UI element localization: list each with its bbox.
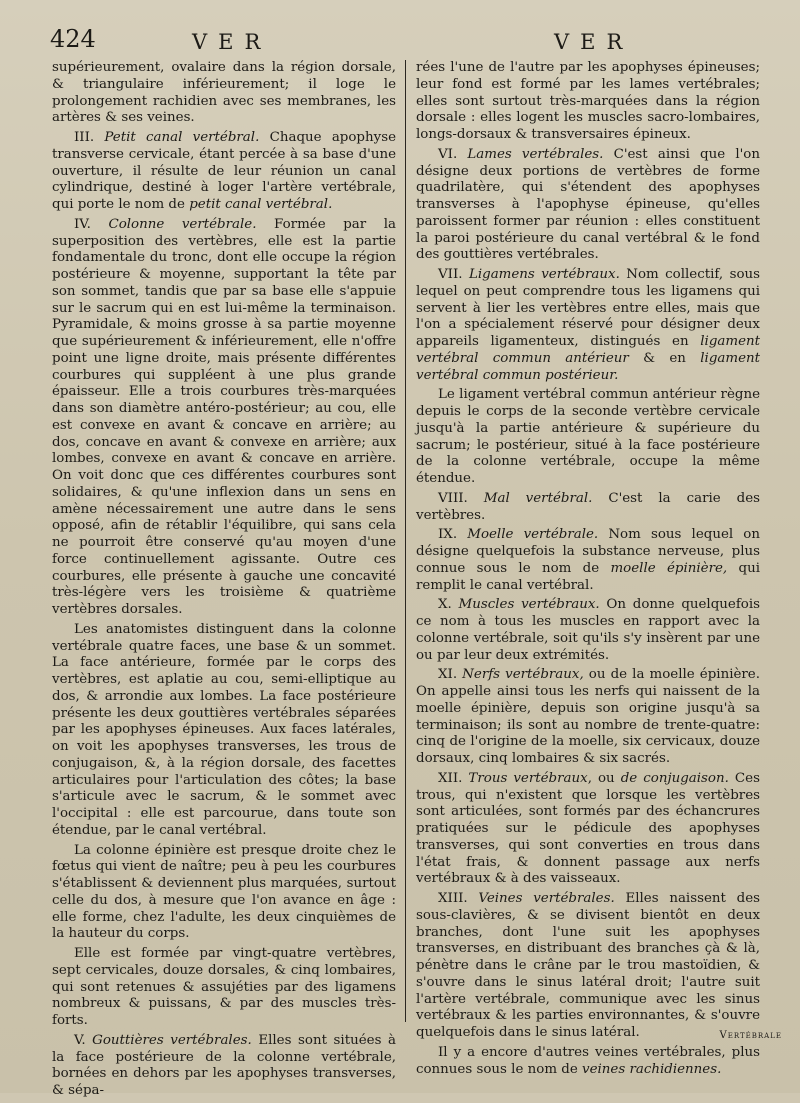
paragraph: La colonne épinière est presque droite chez le fœtus qui vient de naître; peu à peu les courbures s'établissent & deviennent plus marquées, surtout celle du dos, à mesure que l'on avance en âge : elle forme, chez l'adulte, les deux cinquièmes de la hauteur du corps. (52, 842, 396, 942)
paragraph-continuation: supérieurement, ovalaire dans la région dorsale, & triangulaire inférieurement; il loge le prolongement rachidien avec ses membranes, les artères & ses veines. (52, 60, 396, 126)
article-muscles-vertebraux: X. Muscles vertébraux. On donne quelquefois ce nom à tous les muscles en rapport avec la colonne vertébrale, soit qu'ils s'y insèrent par une ou par leur deux extrémités. (416, 597, 761, 663)
article-moelle-vertebrale: IX. Moelle vertébrale. Nom sous lequel on désigne quelquefois la substance nerveuse, plus connue sous le nom de moelle épinière, qui remplit le canal vertébral. (416, 527, 760, 593)
paragraph: Elle est formée par vingt-quatre vertèbres, sept cervicales, douze dorsales, & cinq lombaires, qui sont retenues & assujéties par des ligamens nombreux & puissans, & par des muscles très-forts. (52, 946, 396, 1028)
column-divider (405, 60, 406, 1022)
article-colonne-vertebrale: IV. Colonne vertébrale. Formée par la superposition des vertèbres, elle est la partie fondamentale du tronc, dont elle occupe la région postérieure & moyenne, supportant la tête par son sommet, tandis que par sa base elle s'appuie sur le sacrum qui en est lui-même la terminaison. Pyramidale, & moins grosse à sa partie moyenne que supérieurement & inférieurement, elle n'offre point une ligne droite, mais présente différentes courbures qui suppléent à une plus grande épaisseur. Elle a trois courbures très-marquées dans son diamètre antéro-postérieur; au cou, elle est convexe en avant & concave en arrière; au dos, concave en avant & convexe en arrière; aux lombes, convexe en avant & concave en arrière. On voit donc que ces différentes courbures sont solidaires, & qu'une inflexion dans un sens en amène nécessairement une autre dans le sens opposé, afin de rétablir l'équilibre, qui sans cela ne pourroit être conservé qu'au moyen d'une force continuellement agissante. Outre ces courbures, elle présente à gauche une concavité très-légère vers les troisième & quatrième vertèbres dorsales. (52, 216, 397, 617)
running-head-right: VER (554, 30, 634, 54)
article-mal-vertebral: VIII. Mal vertébral. C'est la carie des vertèbres. (416, 490, 760, 523)
catchword: Vertébrale (719, 1030, 782, 1041)
paragraph: Il y a encore d'autres veines vertébrales, plus connues sous le nom de veines rachidiennes. (416, 1044, 760, 1077)
article-trous-vertebraux: XII. Trous vertébraux, ou de conjugaison. Ces trous, qui n'existent que lorsque les vertèbres sont articulées, sont formés par des échancrures pratiquées sur le pédicule des apophyses transverses, qui sont converties en trous dans l'état frais, & donnent passage aux nerfs vertébraux & à des vaisseaux. (416, 770, 760, 887)
paragraph-continuation: rées l'une de l'autre par les apophyses épineuses; leur fond est formé par les lames vertébrales; elles sont surtout très-marquées dans la région dorsale : elles logent les muscles sacro-lombaires, longs-dorsaux & transversaires épineux. (416, 60, 760, 142)
right-column (416, 60, 760, 1081)
article-nerfs-vertebraux: XI. Nerfs vertébraux, ou de la moelle épinière. On appelle ainsi tous les nerfs qui naissent de la moelle épinière, depuis son origine jusqu'à sa terminaison; ils sont au nombre de trente-quatre: cinq de l'origine de la moelle, six cervicaux, douze dorsaux, cinq lombaires & six sacrés. (416, 667, 760, 766)
article-veines-vertebrales: XIII. Veines vertébrales. Elles naissent des sous-clavières, & se divisent bientôt en deux branches, dont l'une suit les apophyses transverses, en distribuant des branches çà & là, pénètre dans le crâne par le trou mastoïdien, & s'ouvre dans le sinus latéral droit; l'autre suit l'artère vertébrale, communique avec les sinus vertébraux & les parties environnantes, & s'ouvre quelquefois dans le sinus latéral. (416, 891, 760, 1040)
left-column (52, 60, 396, 1103)
article-lames-vertebrales: VI. Lames vertébrales. C'est ainsi que l'on désigne deux portions de vertèbres de forme quadrilatère, qui s'étendent des apophyses transverses à l'apophyse épineuse, qu'elles paroissent former par réunion : elles constituent la paroi postérieure du canal vertébral & le fond des gouttières vertébrales. (416, 146, 760, 263)
paragraph: Le ligament vertébral commun antérieur règne depuis le corps de la seconde vertèbre cervicale jusqu'à la partie antérieure & supérieure du sacrum; le postérieur, situé à la face postérieure de la colonne vertébrale, occupe la même étendue. (416, 387, 760, 486)
page-number: 424 (50, 25, 96, 53)
article-petit-canal-vertebral: III. Petit canal vertébral. Chaque apophyse transverse cervicale, étant percée à sa base d'une ouverture, il résulte de leur réunion un canal cylindrique, destiné à loger l'artère vertébrale, qui porte le nom de petit canal vertébral. (52, 130, 396, 212)
article-ligamens-vertebraux: VII. Ligamens vertébraux. Nom collectif, sous lequel on peut comprendre tous les ligamens qui servent à lier les vertèbres entre elles, mais que l'on a spécialement réservé pour désigner deux appareils ligamenteux, distingués en ligament vertébral commun antérieur & en ligament vertébral commun postérieur. (416, 267, 760, 383)
running-head-left: VER (192, 30, 272, 54)
article-gouttieres-vertebrales: V. Gouttières vertébrales. Elles sont situées à la face postérieure de la colonne vertébrale, bornées en dehors par les apophyses transverses, & sépa- (52, 1032, 396, 1098)
paragraph: Les anatomistes distinguent dans la colonne vertébrale quatre faces, une base & un sommet. La face antérieure, formée par le corps des vertèbres, est aplatie au cou, semi-elliptique au dos, & arrondie aux lombes. La face postérieure présente les deux gouttières vertébrales séparées par les apophyses épineuses. Aux faces latérales, on voit les apophyses transverses, les trous de conjugaison, &, à la région dorsale, des facettes articulaires pour l'articulation des côtes; la base s'articule avec le sacrum, & le sommet avec l'occipital : elle est parcourue, dans toute son étendue, par le canal vertébral. (52, 621, 396, 838)
